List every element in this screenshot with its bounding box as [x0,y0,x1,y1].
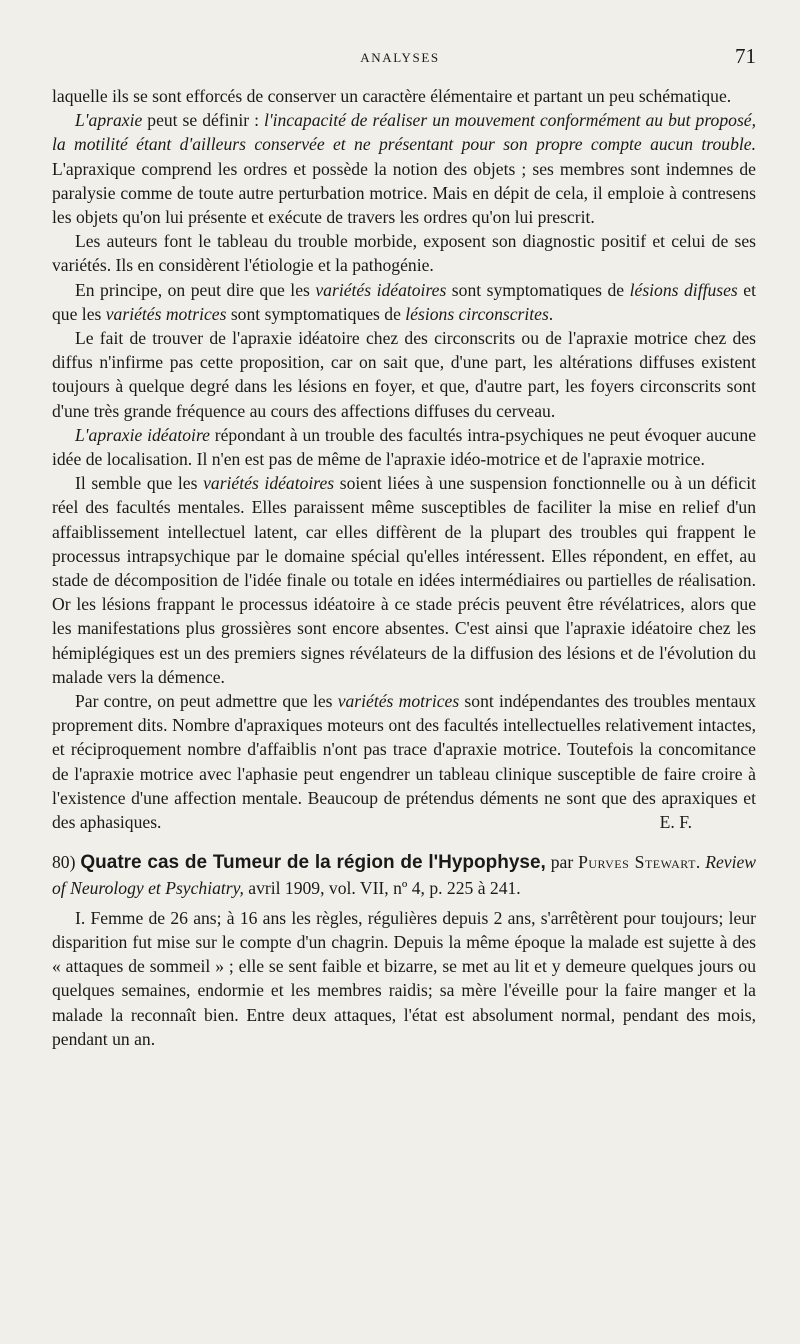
italic-term: variétés idéatoires [315,279,447,300]
paragraph-apraxie-ideatoire [52,423,756,471]
text-run: . [695,852,706,873]
paragraph-varietes-ideatoires [52,471,756,689]
italic-term: L'apraxie [75,110,143,131]
paragraph-continuation: laquelle ils se sont efforcés de conserver un caractère élémentaire et partant un peu schématique. [52,86,732,106]
paragraph-varietes-motrices [52,689,756,834]
text-run: sont symptomatiques de [446,279,630,300]
page-number: 71 [735,44,756,68]
italic-term: variétés idéatoires [203,473,335,494]
running-head [0,44,800,70]
text-run: répondant à un trouble des facultés intra-psychiques ne peut évoquer aucune idée de localisation. Il n'en est pas de même de l'apraxie idéo-motrice et de l'apraxie motrice. [52,424,756,470]
running-title: ANALYSES [360,50,440,65]
italic-definition: l'incapacité de réaliser un mouvement conformément au but proposé, la motilité étant d'ailleurs conservée et ne présentant pour son propre compte aucun trouble. [52,110,756,155]
text-run: et que les [52,279,756,324]
article-title: Quatre cas de Tumeur de la région de l'Hypophyse, [80,852,546,874]
text-run: En principe, on peut dire que les [75,279,316,300]
citation: avril 1909, vol. VII, nº 4, p. 225 à 241. [243,877,521,898]
text-run: Par contre, on peut admettre que les [75,691,338,712]
paragraph-apraxie-definition [52,108,756,229]
body-text [52,84,756,1051]
paragraph-case-one: I. Femme de 26 ans; à 16 ans les règles, régulières depuis 2 ans, s'arrêtèrent pour toujours; leur disparition fut mise sur le compte d'un chagrin. Depuis la même époque la malade est sujette à des « attaques de sommeil » ; elle se sent faible et bizarre, se met au lit et y demeure quelques jours ou quelques semaines, endormie et les membres raidis; sa mère l'éveille pour la faire manger et la malade la reconnaît bien. Entre deux attaques, l'état est absolument normal, pendant des mois, pendant un an. [52,907,756,1049]
text-run: L'apraxique comprend les ordres et possède la notion des objets ; ses membres sont indemnes de paralysie comme de toute autre perturbation motrice. Mais en dépit de cela, il emploie à contresens les objets qu'on lui présente et exécute de travers les ordres qu'on lui prescrit. [52,158,756,228]
paragraph-fait: Le fait de trouver de l'apraxie idéatoire chez des circonscrits ou de l'apraxie motrice chez des diffus n'infirme pas cette proposition, car on sait que, d'une part, les altérations diffuses existent toujours à quelque degré dans les lésions en foyer, et que, d'autre part, les foyers circonscrits sont d'une très grande fréquence au cours des affections diffuses du cerveau. [52,328,756,421]
author-signature: E. F. [659,812,692,833]
text-run: sont symptomatiques de [226,303,406,324]
paragraph-auteurs: Les auteurs font le tableau du trouble morbide, exposent son diagnostic positif et celui de ses variétés. Ils en considèrent l'étiologie et la pathogénie. [52,231,756,276]
text-run: . [548,303,554,324]
italic-term: variétés motrices [105,303,227,324]
text-run: Il semble que les [75,473,204,494]
text-run: soient liées à une suspension fonctionnelle ou à un déficit réel des facultés mentales. Elles paraissent même susceptibles de faciliter la mise en relief d'un affaiblissement intellectuel latent, car elles diffèrent de la plupart des troubles qui frappent le processus intrapsychique par le domaine spécial qu'elles intéressent. Elles répondent, en effet, au stade de décomposition de l'idée finale ou totale en idées intermédiaires ou partielles de réalisation. Or les lésions frappant le processus idéatoire à ce stade précis peuvent être révélatrices, alors que les manifestations plus grossières sont encore absentes. C'est ainsi que l'apraxie idéatoire chez les hémiplégiques est un des premiers signes révélateurs de la diffusion des lésions et de l'évolution du malade vers la démence. [52,473,756,687]
article-author: Purves Stewart [578,852,696,873]
text-run: sont indépendantes des troubles mentaux proprement dits. Nombre d'apraxiques moteurs ont des facultés intellectuelles relativement intactes, et réciproquement nombre d'affaiblis n'ont pas trace d'apraxie motrice. Toutefois la concomitance de l'apraxie motrice avec l'aphasie peut engendrer un tableau clinique susceptible de faire croire à l'existence d'une affection mentale. Beaucoup de prétendus déments ne sont que des apraxiques et des aphasiques. [52,691,756,833]
text-run: par [545,852,579,873]
text-run: peut se définir : [142,110,264,131]
italic-term: lésions circonscrites [405,303,549,324]
article-heading [52,850,756,899]
italic-term: lésions diffuses [629,279,738,300]
italic-term: variétés motrices [337,691,460,712]
journal-name: Review of Neurology et Psychiatry, [52,852,757,898]
paragraph-principe [52,278,756,326]
italic-term: L'apraxie idéatoire [75,424,210,445]
article-number: 80) [52,852,76,873]
